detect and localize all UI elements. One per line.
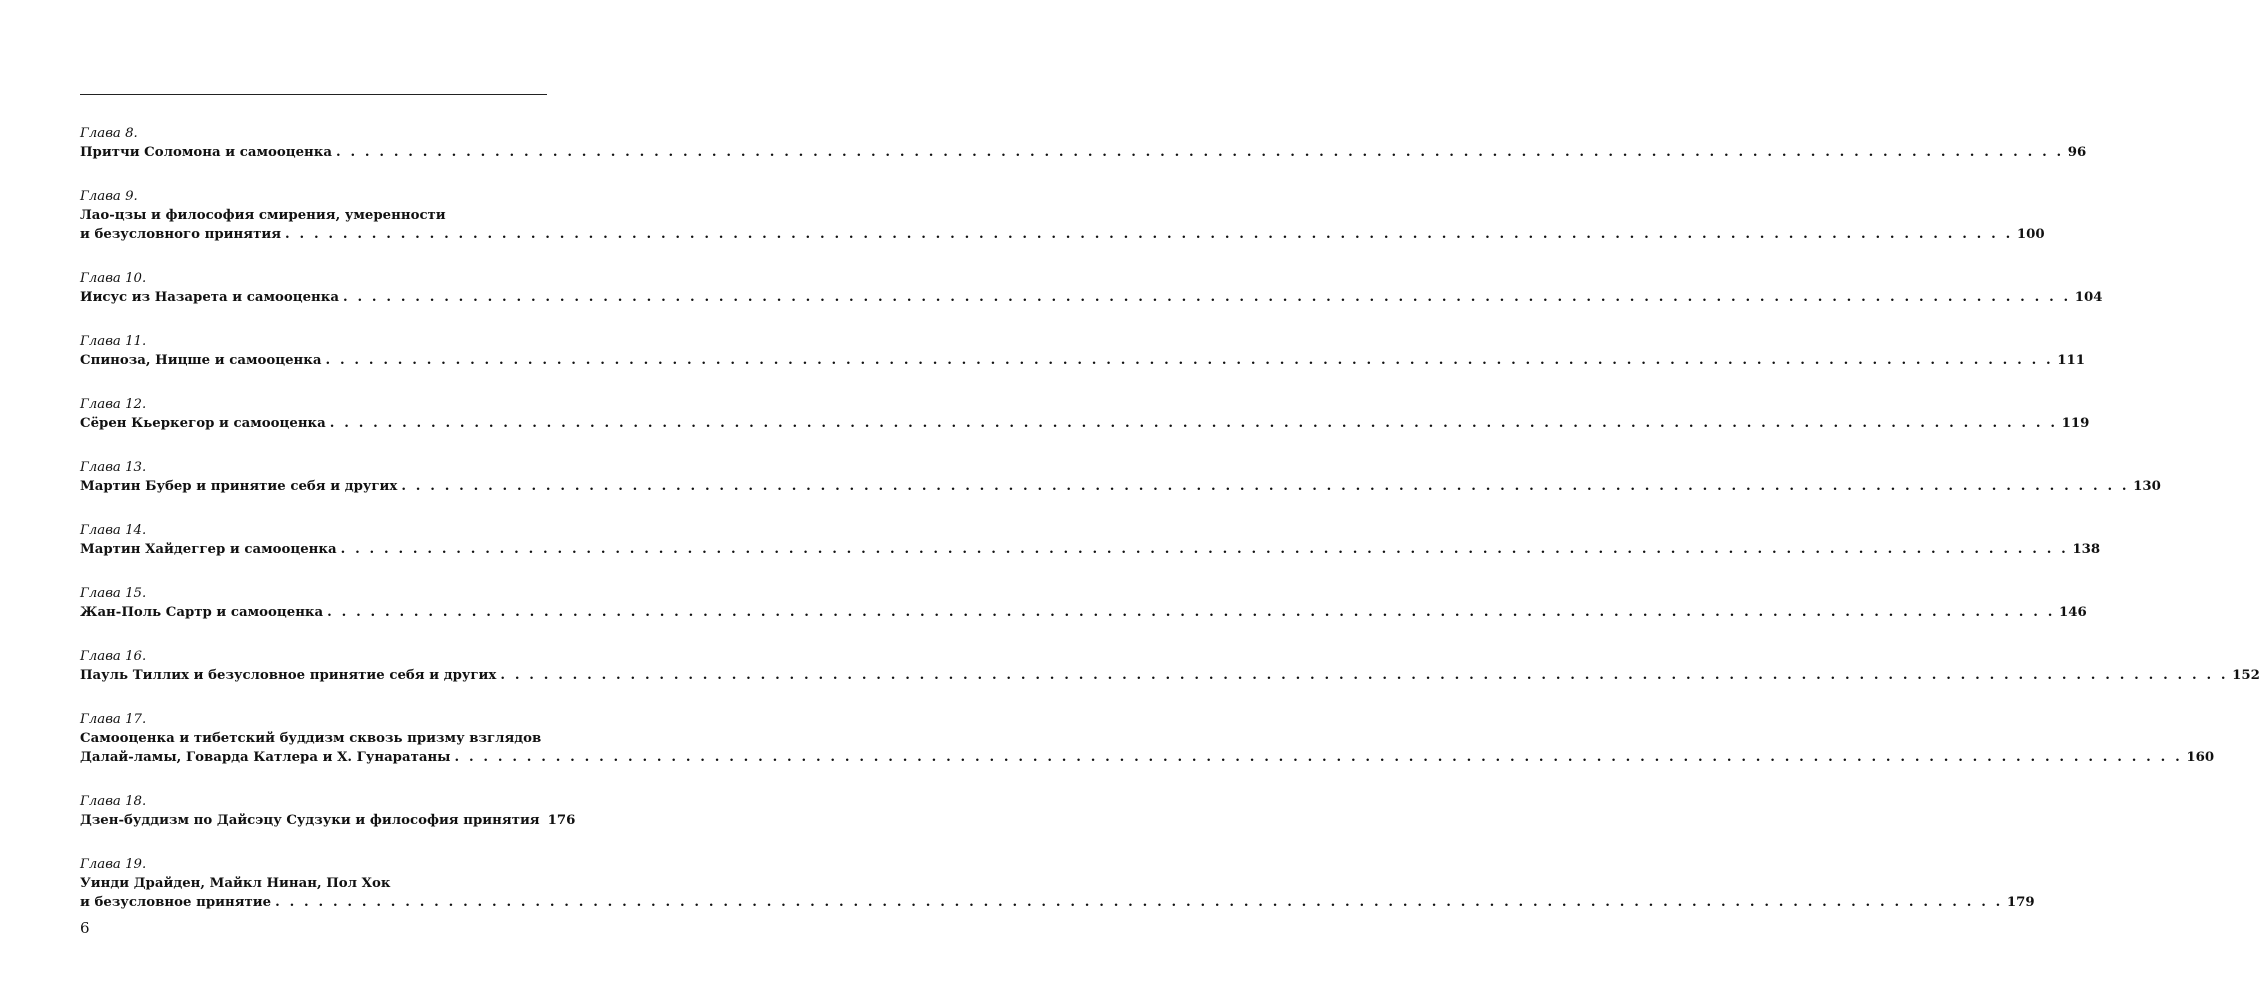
chapter-title-line: Уинди Драйден, Майкл Нинан, Пол Хок [80, 876, 391, 891]
chapter-title: Дзен-буддизм по Дайсэцу Судзуки и философия принятия [80, 813, 540, 828]
dot-leader: . . . . . . . . . . . . . . . . . . . . . . . . . . . . . . . . . . . . . . . . . . . . . . . . . . . . . . . . . . . . . . . . . . . . . . . . . . . . . . . . . . . . . . . . . . . . . . . . . . . . . . . . . . . . . . . . . . . . . . . . [336, 145, 2064, 160]
chapter-page-number: 111 [2057, 353, 2086, 368]
chapter-label: Глава 17. [80, 712, 147, 727]
chapter-label: Глава 12. [80, 397, 147, 412]
chapter-page-number: 176 [547, 813, 576, 828]
chapter-title-leader-line [80, 893, 2035, 912]
page-number: 6 [80, 919, 90, 937]
chapter-page-number: 96 [2067, 145, 2087, 160]
chapter-page-number: 119 [2061, 416, 2090, 431]
dot-leader: . . . . . . . . . . . . . . . . . . . . . . . . . . . . . . . . . . . . . . . . . . . . . . . . . . . . . . . . . . . . . . . . . . . . . . . . . . . . . . . . . . . . . . . . . . . . . . . . . . . . . . . . . . . . . . . . . . . . . . . . [327, 605, 2055, 620]
chapter-title: Мартин Хайдеггер и самооценка [80, 542, 337, 557]
chapter-title-leader-line [80, 748, 2215, 767]
chapter-label: Глава 19. [80, 857, 147, 872]
chapter-title: Сёрен Кьеркегор и самооценка [80, 416, 326, 431]
chapter-page-number: 152 [2232, 668, 2260, 683]
chapter-title-line: Самооценка и тибетский буддизм сквозь призму взглядов [80, 731, 542, 746]
chapter-page-number: 130 [2133, 479, 2161, 494]
chapter-title-leader-line [80, 603, 2087, 622]
chapter-label: Глава 11. [80, 334, 147, 349]
dot-leader: . . . . . . . . . . . . . . . . . . . . . . . . . . . . . . . . . . . . . . . . . . . . . . . . . . . . . . . . . . . . . . . . . . . . . . . . . . . . . . . . . . . . . . . . . . . . . . . . . . . . . . . . . . . . . . . . . . . . . . . . [329, 416, 2058, 431]
chapter-page-number: 100 [2016, 227, 2045, 242]
dot-leader: . . . . . . . . . . . . . . . . . . . . . . . . . . . . . . . . . . . . . . . . . . . . . . . . . . . . . . . . . . . . . . . . . . . . . . . . . . . . . . . . . . . . . . . . . . . . . . . . . . . . . . . . . . . . . . . . . . . . . . . . [500, 668, 2229, 683]
dot-leader: . . . . . . . . . . . . . . . . . . . . . . . . . . . . . . . . . . . . . . . . . . . . . . . . . . . . . . . . . . . . . . . . . . . . . . . . . . . . . . . . . . . . . . . . . . . . . . . . . . . . . . . . . . . . . . . . . . . . . . . . [275, 895, 2003, 910]
table-of-contents [80, 124, 2260, 937]
chapter-label: Глава 15. [80, 586, 147, 601]
toc-entry [80, 458, 2161, 496]
chapter-title: Жан-Поль Сартр и самооценка [80, 605, 324, 620]
chapter-page-number: 104 [2074, 290, 2103, 305]
dot-leader: . . . . . . . . . . . . . . . . . . . . . . . . . . . . . . . . . . . . . . . . . . . . . . . . . . . . . . . . . . . . . . . . . . . . . . . . . . . . . . . . . . . . . . . . . . . . . . . . . . . . . . . . . . . . . . . . . . . . . . . . [325, 353, 2054, 368]
chapter-label: Глава 9. [80, 189, 138, 204]
toc-entry [80, 521, 2101, 559]
chapter-label: Глава 18. [80, 794, 147, 809]
header-rule [80, 94, 547, 95]
chapter-page-number: 146 [2058, 605, 2087, 620]
chapter-title-leader-line [80, 666, 2260, 685]
toc-entry [80, 584, 2087, 622]
chapter-title: и безусловного принятия [80, 227, 282, 242]
toc-entry [80, 710, 2215, 767]
toc-entry [80, 395, 2090, 433]
chapter-title-line: Лао-цзы и философия смирения, умеренности [80, 208, 446, 223]
chapter-label: Глава 13. [80, 460, 147, 475]
toc-entry [80, 855, 2035, 912]
dot-leader: . . . . . . . . . . . . . . . . . . . . . . . . . . . . . . . . . . . . . . . . . . . . . . . . . . . . . . . . . . . . . . . . . . . . . . . . . . . . . . . . . . . . . . . . . . . . . . . . . . . . . . . . . . . . . . . . . . . . . . . . [285, 227, 2013, 242]
chapter-label: Глава 8. [80, 126, 138, 141]
chapter-page-number: 160 [2186, 750, 2215, 765]
chapter-title: Далай-ламы, Говарда Катлера и Х. Гунаратаны [80, 750, 451, 765]
chapter-label: Глава 14. [80, 523, 147, 538]
dot-leader: . . . . . . . . . . . . . . . . . . . . . . . . . . . . . . . . . . . . . . . . . . . . . . . . . . . . . . . . . . . . . . . . . . . . . . . . . . . . . . . . . . . . . . . . . . . . . . . . . . . . . . . . . . . . . . . . . . . . . . . . [340, 542, 2069, 557]
chapter-title: Иисус из Назарета и самооценка [80, 290, 339, 305]
chapter-label: Глава 10. [80, 271, 147, 286]
toc-entry [80, 269, 2103, 307]
toc-entry [80, 124, 2087, 162]
chapter-title: и безусловное принятие [80, 895, 272, 910]
chapter-title-leader-line [80, 143, 2087, 162]
chapter-label: Глава 16. [80, 649, 147, 664]
chapter-title-leader-line [80, 540, 2101, 559]
dot-leader: . . . . . . . . . . . . . . . . . . . . . . . . . . . . . . . . . . . . . . . . . . . . . . . . . . . . . . . . . . . . . . . . . . . . . . . . . . . . . . . . . . . . . . . . . . . . . . . . . . . . . . . . . . . . . . . . . . . . . . . . [342, 290, 2071, 305]
chapter-page-number: 138 [2072, 542, 2101, 557]
toc-entry [80, 792, 576, 830]
toc-entry [80, 647, 2260, 685]
dot-leader: . . . . . . . . . . . . . . . . . . . . . . . . . . . . . . . . . . . . . . . . . . . . . . . . . . . . . . . . . . . . . . . . . . . . . . . . . . . . . . . . . . . . . . . . . . . . . . . . . . . . . . . . . . . . . . . . . . . . . . . . [401, 479, 2130, 494]
dot-leader: . . . . . . . . . . . . . . . . . . . . . . . . . . . . . . . . . . . . . . . . . . . . . . . . . . . . . . . . . . . . . . . . . . . . . . . . . . . . . . . . . . . . . . . . . . . . . . . . . . . . . . . . . . . . . . . . . . . . . . . . [454, 750, 2183, 765]
chapter-title-leader-line [80, 225, 2045, 244]
toc-entry [80, 332, 2086, 370]
chapter-page-number: 179 [2006, 895, 2035, 910]
toc-entry [80, 187, 2045, 244]
chapter-title-leader-line [80, 351, 2086, 370]
chapter-title-leader-line [80, 414, 2090, 433]
chapter-title: Мартин Бубер и принятие себя и других [80, 479, 398, 494]
chapter-title: Пауль Тиллих и безусловное принятие себя и других [80, 668, 497, 683]
chapter-title: Спиноза, Ницше и самооценка [80, 353, 322, 368]
chapter-title-leader-line [80, 811, 576, 830]
chapter-title-leader-line [80, 288, 2103, 307]
chapter-title-leader-line [80, 477, 2161, 496]
chapter-title: Притчи Соломона и самооценка [80, 145, 332, 160]
